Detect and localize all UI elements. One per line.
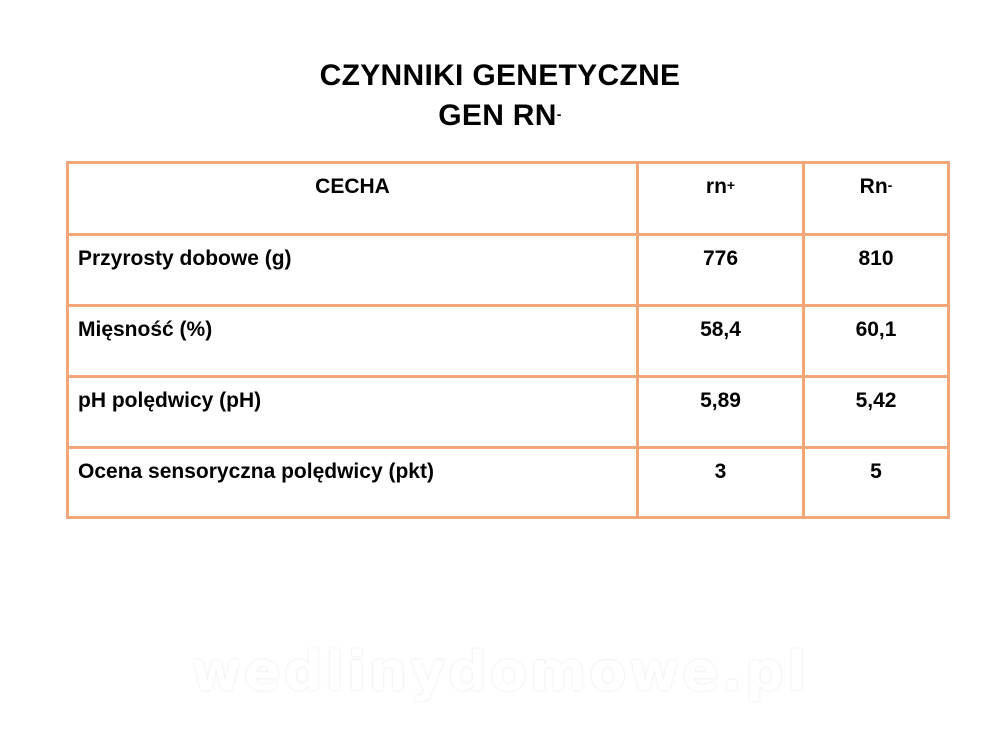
subtitle-superscript: - — [556, 106, 562, 122]
header-rn-plus-text: rn — [705, 175, 727, 198]
row-rn-plus-value: 58,4 — [636, 307, 802, 375]
row-rn-plus-value: 776 — [636, 236, 802, 304]
row-rn-minus-value: 5,42 — [802, 378, 947, 446]
table-header-row — [69, 164, 947, 235]
genetic-factors-table — [66, 161, 950, 519]
row-trait: Mięsność (%) — [78, 318, 213, 341]
header-trait: CECHA — [315, 175, 390, 198]
row-rn-plus-value: 5,89 — [636, 378, 802, 446]
header-rn-minus-sup: - — [887, 177, 893, 193]
header-rn-minus-text: Rn — [859, 175, 888, 198]
table-row — [69, 446, 947, 517]
row-rn-minus-value: 5 — [802, 449, 947, 517]
table-row — [69, 304, 947, 375]
header-rn-plus — [636, 164, 802, 235]
table-row — [69, 233, 947, 304]
row-trait: Przyrosty dobowe (g) — [78, 247, 292, 270]
table-row — [69, 375, 947, 446]
header-rn-minus — [802, 164, 947, 235]
row-trait: Ocena sensoryczna polędwicy (pkt) — [78, 460, 434, 483]
header-rn-plus-sup: + — [726, 177, 736, 193]
row-rn-plus-value: 3 — [636, 449, 802, 517]
row-rn-minus-value: 60,1 — [802, 307, 947, 375]
slide-subtitle — [0, 97, 1000, 135]
subtitle-text: GEN RN — [438, 99, 557, 132]
row-trait: pH polędwicy (pH) — [78, 389, 262, 412]
row-rn-minus-value: 810 — [802, 236, 947, 304]
slide-title: CZYNNIKI GENETYCZNE — [319, 59, 681, 92]
watermark: wedlinydomowe.pl — [191, 640, 809, 703]
